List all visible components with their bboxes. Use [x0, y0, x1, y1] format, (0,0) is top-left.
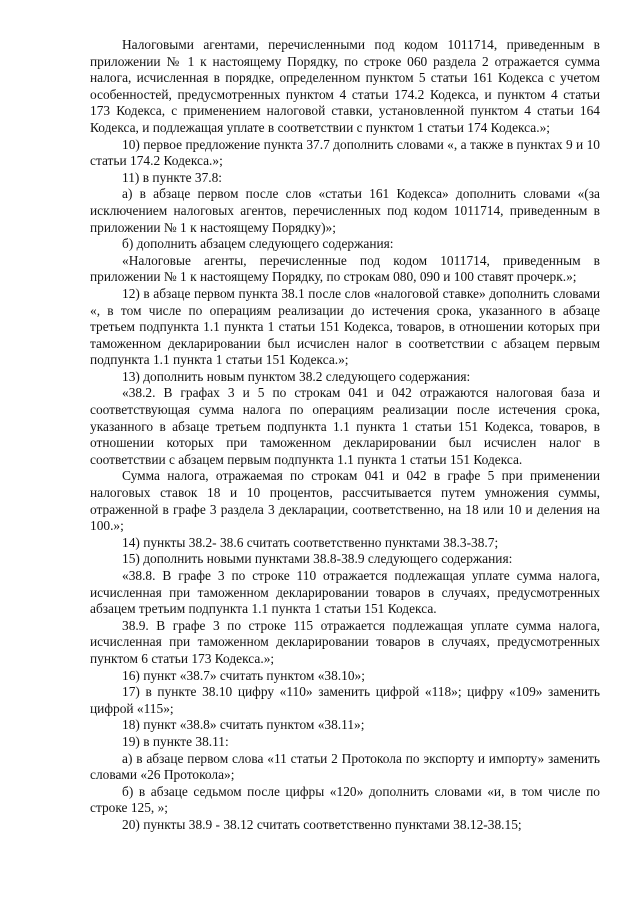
- paragraph-item-18: 18) пункт «38.8» считать пунктом «38.11»;: [122, 717, 365, 733]
- paragraph-item-38-2: «38.2. В графах 3 и 5 по строкам 041 и 042 отражаются налоговая база и соответствующая сумма налога по операциям реализации после истечения срока, указанного в абзаце третьем подпункта 1.1 пункта 1 статьи 151 Кодекса, товаров, в отношении которых при таможенном декларировании был исчислен налог в соответствии с абзацем первым подпункта 1.1 пункта 1 статьи 151 Кодекса.: [90, 385, 600, 467]
- paragraph-item-19-b: б) в абзаце седьмом после цифры «120» дополнить словами «и, в том числе по строке 125, »;: [90, 783, 600, 816]
- paragraph-item-19-a: а) в абзаце первом слова «11 статьи 2 Протокола по экспорту и импорту» заменить словами «26 Протокола»;: [90, 750, 600, 783]
- paragraph-item-20: 20) пункты 38.9 - 38.12 считать соответственно пунктами 38.12-38.15;: [122, 816, 522, 832]
- paragraph-item-13: 13) дополнить новым пунктом 38.2 следующего содержания:: [122, 368, 471, 384]
- paragraph-item-15: 15) дополнить новыми пунктами 38.8-38.9 следующего содержания:: [122, 551, 513, 567]
- paragraph-item-16: 16) пункт «38.7» считать пунктом «38.10»;: [122, 667, 365, 683]
- paragraph-item-38-9: 38.9. В графе 3 по строке 115 отражается подлежащая уплате сумма налога, исчисленная при таможенном декларировании товаров в случаях, предусмотренных пунктом 6 статьи 173 Кодекса.»;: [90, 617, 600, 666]
- paragraph-item-11: 11) в пункте 37.8:: [122, 169, 223, 185]
- paragraph-item-12: 12) в абзаце первом пункта 38.1 после слов «налоговой ставке» дополнить словами «, в том числе по операциям реализации до истечения срока, указанного в абзаце третьем подпункта 1.1 пункта 1 статьи 151 Кодекса, товаров, в отношении которых при таможенном декларировании был исчислен налог в соответствии с абзацем первым подпункта 1.1 пункта 1 статьи 151 Кодекса.»;: [90, 285, 600, 368]
- paragraph-item-11-b: б) дополнить абзацем следующего содержания:: [122, 236, 394, 252]
- paragraph-tax-agents-line-060: Налоговыми агентами, перечисленными под кодом 1011714, приведенным в приложении № 1 к настоящему Порядку, по строке 060 раздела 2 отражается сумма налога, исчисленная в порядке, определенном пунктом 5 статьи 161 Кодекса с учетом особенностей, предусмотренных пунктом 4 статьи 174.2 Кодекса, и пунктом 4 статьи 173 Кодекса, с применением налоговой ставки, установленной пунктом 4 статьи 164 Кодекса, и подлежащая уплате в соответствии с пунктом 1 статьи 174 Кодекса.»;: [90, 37, 600, 135]
- paragraph-item-17: 17) в пункте 38.10 цифру «110» заменить цифрой «118»; цифру «109» заменить цифрой «115»;: [90, 684, 600, 716]
- paragraph-item-14: 14) пункты 38.2- 38.6 считать соответственно пунктами 38.3-38.7;: [122, 534, 499, 550]
- paragraph-item-38-8: «38.8. В графе 3 по строке 110 отражается подлежащая уплате сумма налога, исчисленная при таможенном декларировании товаров в случаях, предусмотренных абзацем третьим подпункта 1.1 пункта 1 статьи 151 Кодекса.: [90, 568, 600, 617]
- paragraph-item-19: 19) в пункте 38.11:: [122, 733, 229, 749]
- paragraph-item-38-2-tax-amount: Сумма налога, отражаемая по строкам 041 и 042 в графе 5 при применении налоговых ставок 18 и 10 процентов, рассчитывается путем умножения суммы, отраженной в графе 3 раздела 3 декларации, соответственно, на 18 или 10 и деления на 100.»;: [90, 468, 600, 534]
- paragraph-item-11-a: а) в абзаце первом после слов «статьи 161 Кодекса» дополнить словами «(за исключением налоговых агентов, перечисленных под кодом 1011714, приведенным в приложении № 1 к настоящему Порядку)»;: [90, 186, 600, 235]
- paragraph-item-11-b-text: «Налоговые агенты, перечисленные под кодом 1011714, приведенным в приложении № 1 к настоящему Порядку, по строкам 080, 090 и 100 ставят прочерк.»;: [90, 252, 600, 285]
- paragraph-item-10: 10) первое предложение пункта 37.7 дополнить словами «, а также в пунктах 9 и 10 статьи 174.2 Кодекса.»;: [90, 136, 600, 169]
